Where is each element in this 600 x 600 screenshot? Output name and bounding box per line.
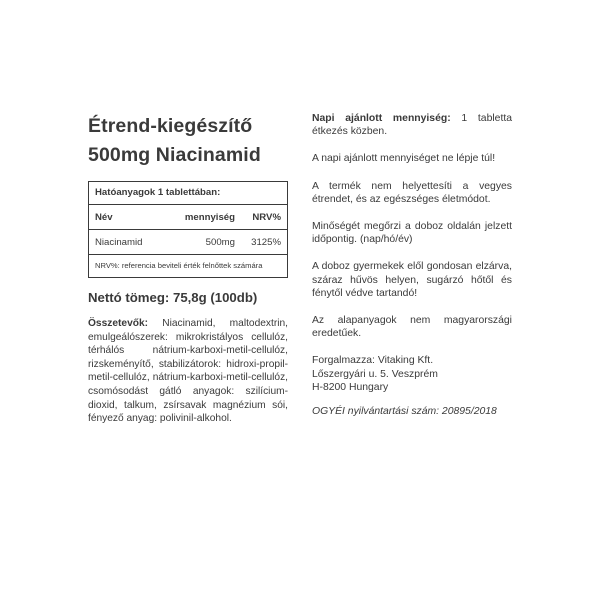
- header-amount: mennyiség: [184, 211, 235, 223]
- table-caption: Hatóanyagok 1 tablettában:: [89, 182, 287, 205]
- product-title: [88, 112, 288, 170]
- header-nrv: NRV%: [252, 211, 281, 223]
- cell-amount: 500mg: [205, 236, 235, 248]
- cell-nrv: 3125%: [251, 236, 281, 248]
- dosage-label: Napi ajánlott mennyiség:: [312, 113, 451, 124]
- dosage-paragraph: [312, 112, 512, 138]
- right-column: [312, 112, 512, 432]
- distributor-line-1: Forgalmazza: Vitaking Kft.: [312, 355, 434, 367]
- origin-note: Az alapanyagok nem magyarországi eredetűek.: [312, 315, 512, 340]
- table-row: [89, 230, 287, 255]
- storage-date: Minőségét megőrzi a doboz oldalán jelzett időpontig. (nap/hó/év): [312, 221, 512, 246]
- distributor-line-3: H-8200 Hungary: [312, 381, 389, 393]
- table-header-row: [89, 205, 287, 230]
- registration-number: OGYÉI nyilvántartási szám: 20895/2018: [312, 406, 497, 418]
- title-line-1: Étrend-kiegészítő: [88, 115, 253, 137]
- distributor-line-2: Lőszergyári u. 5. Veszprém: [312, 368, 438, 380]
- left-column: [88, 112, 288, 426]
- dosage-text: 1 tabletta étkezés közben.: [312, 113, 512, 138]
- distributor-address: [312, 354, 512, 394]
- diet-disclaimer: A termék nem helyettesíti a vegyes étrendet, és az egészséges életmódot.: [312, 180, 512, 205]
- table-note: NRV%: referencia beviteli érték felnőttek számára: [95, 261, 263, 270]
- storage-instructions: A doboz gyermekek elől gondosan elzárva, száraz hűvös helyen, sugárzó hőtől és fénytől védve tartandó!: [312, 261, 512, 299]
- net-weight: Nettó tömeg: 75,8g (100db): [88, 290, 258, 305]
- header-name: Név: [95, 211, 113, 223]
- ingredients-text: Niacinamid, maltodextrin, emulgeálószerek: mikrokristályos cellulóz, térhálós nátrium-karboxi-metil-cellulóz, rizskeményítő, stabilizátorok: hidroxi-propil-metil-cellulóz, nátrium-karboxi-metil-cellulóz, csomósodást gátló anyagok: szilícium-dioxid, talkum, zsírsavak magnézium sói, fényező anyag: polivinil-alkohol.: [88, 318, 288, 425]
- nutrition-table: [88, 181, 288, 278]
- ingredients: [88, 317, 288, 426]
- cell-name: Niacinamid: [95, 236, 143, 248]
- title-line-2: 500mg Niacinamid: [88, 144, 261, 166]
- ingredients-label: Összetevők:: [88, 318, 149, 329]
- dosage-warning: A napi ajánlott mennyiséget ne lépje túl!: [312, 153, 496, 165]
